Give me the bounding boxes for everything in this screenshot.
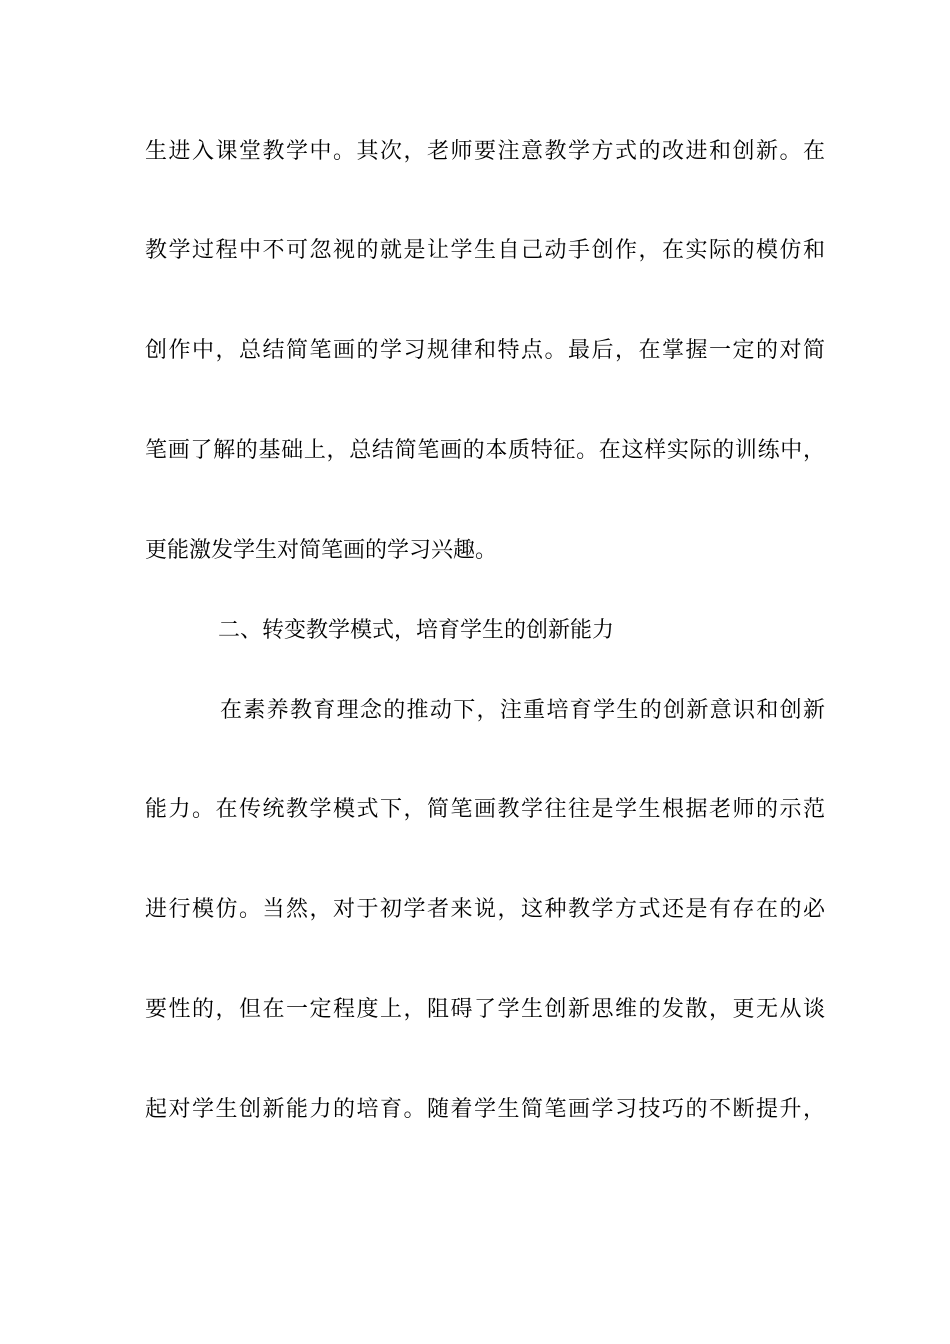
paragraph-line: 要性的，但在一定程度上，阻碍了学生创新思维的发散，更无从谈 [145, 997, 825, 1022]
paragraph-line: 教学过程中不可忽视的就是让学生自己动手创作，在实际的模仿和 [145, 238, 825, 263]
paragraph-line: 在素养教育理念的推动下，注重培育学生的创新意识和创新 [220, 698, 825, 723]
paragraph-line: 生进入课堂教学中。其次，老师要注意教学方式的改进和创新。在 [145, 139, 825, 164]
paragraph-line: 起对学生创新能力的培育。随着学生简笔画学习技巧的不断提升， [145, 1097, 825, 1122]
paragraph-line: 进行模仿。当然，对于初学者来说，这种教学方式还是有存在的必 [145, 897, 825, 922]
paragraph-line: 更能激发学生对简笔画的学习兴趣。 [145, 538, 498, 563]
paragraph-line: 能力。在传统教学模式下，简笔画教学往往是学生根据老师的示范 [145, 797, 825, 822]
paragraph-line: 创作中，总结简笔画的学习规律和特点。最后，在掌握一定的对简 [145, 338, 825, 363]
section-heading: 二、转变教学模式，培育学生的创新能力 [218, 618, 615, 643]
paragraph-line: 笔画了解的基础上，总结简笔画的本质特征。在这样实际的训练中， [145, 438, 825, 463]
